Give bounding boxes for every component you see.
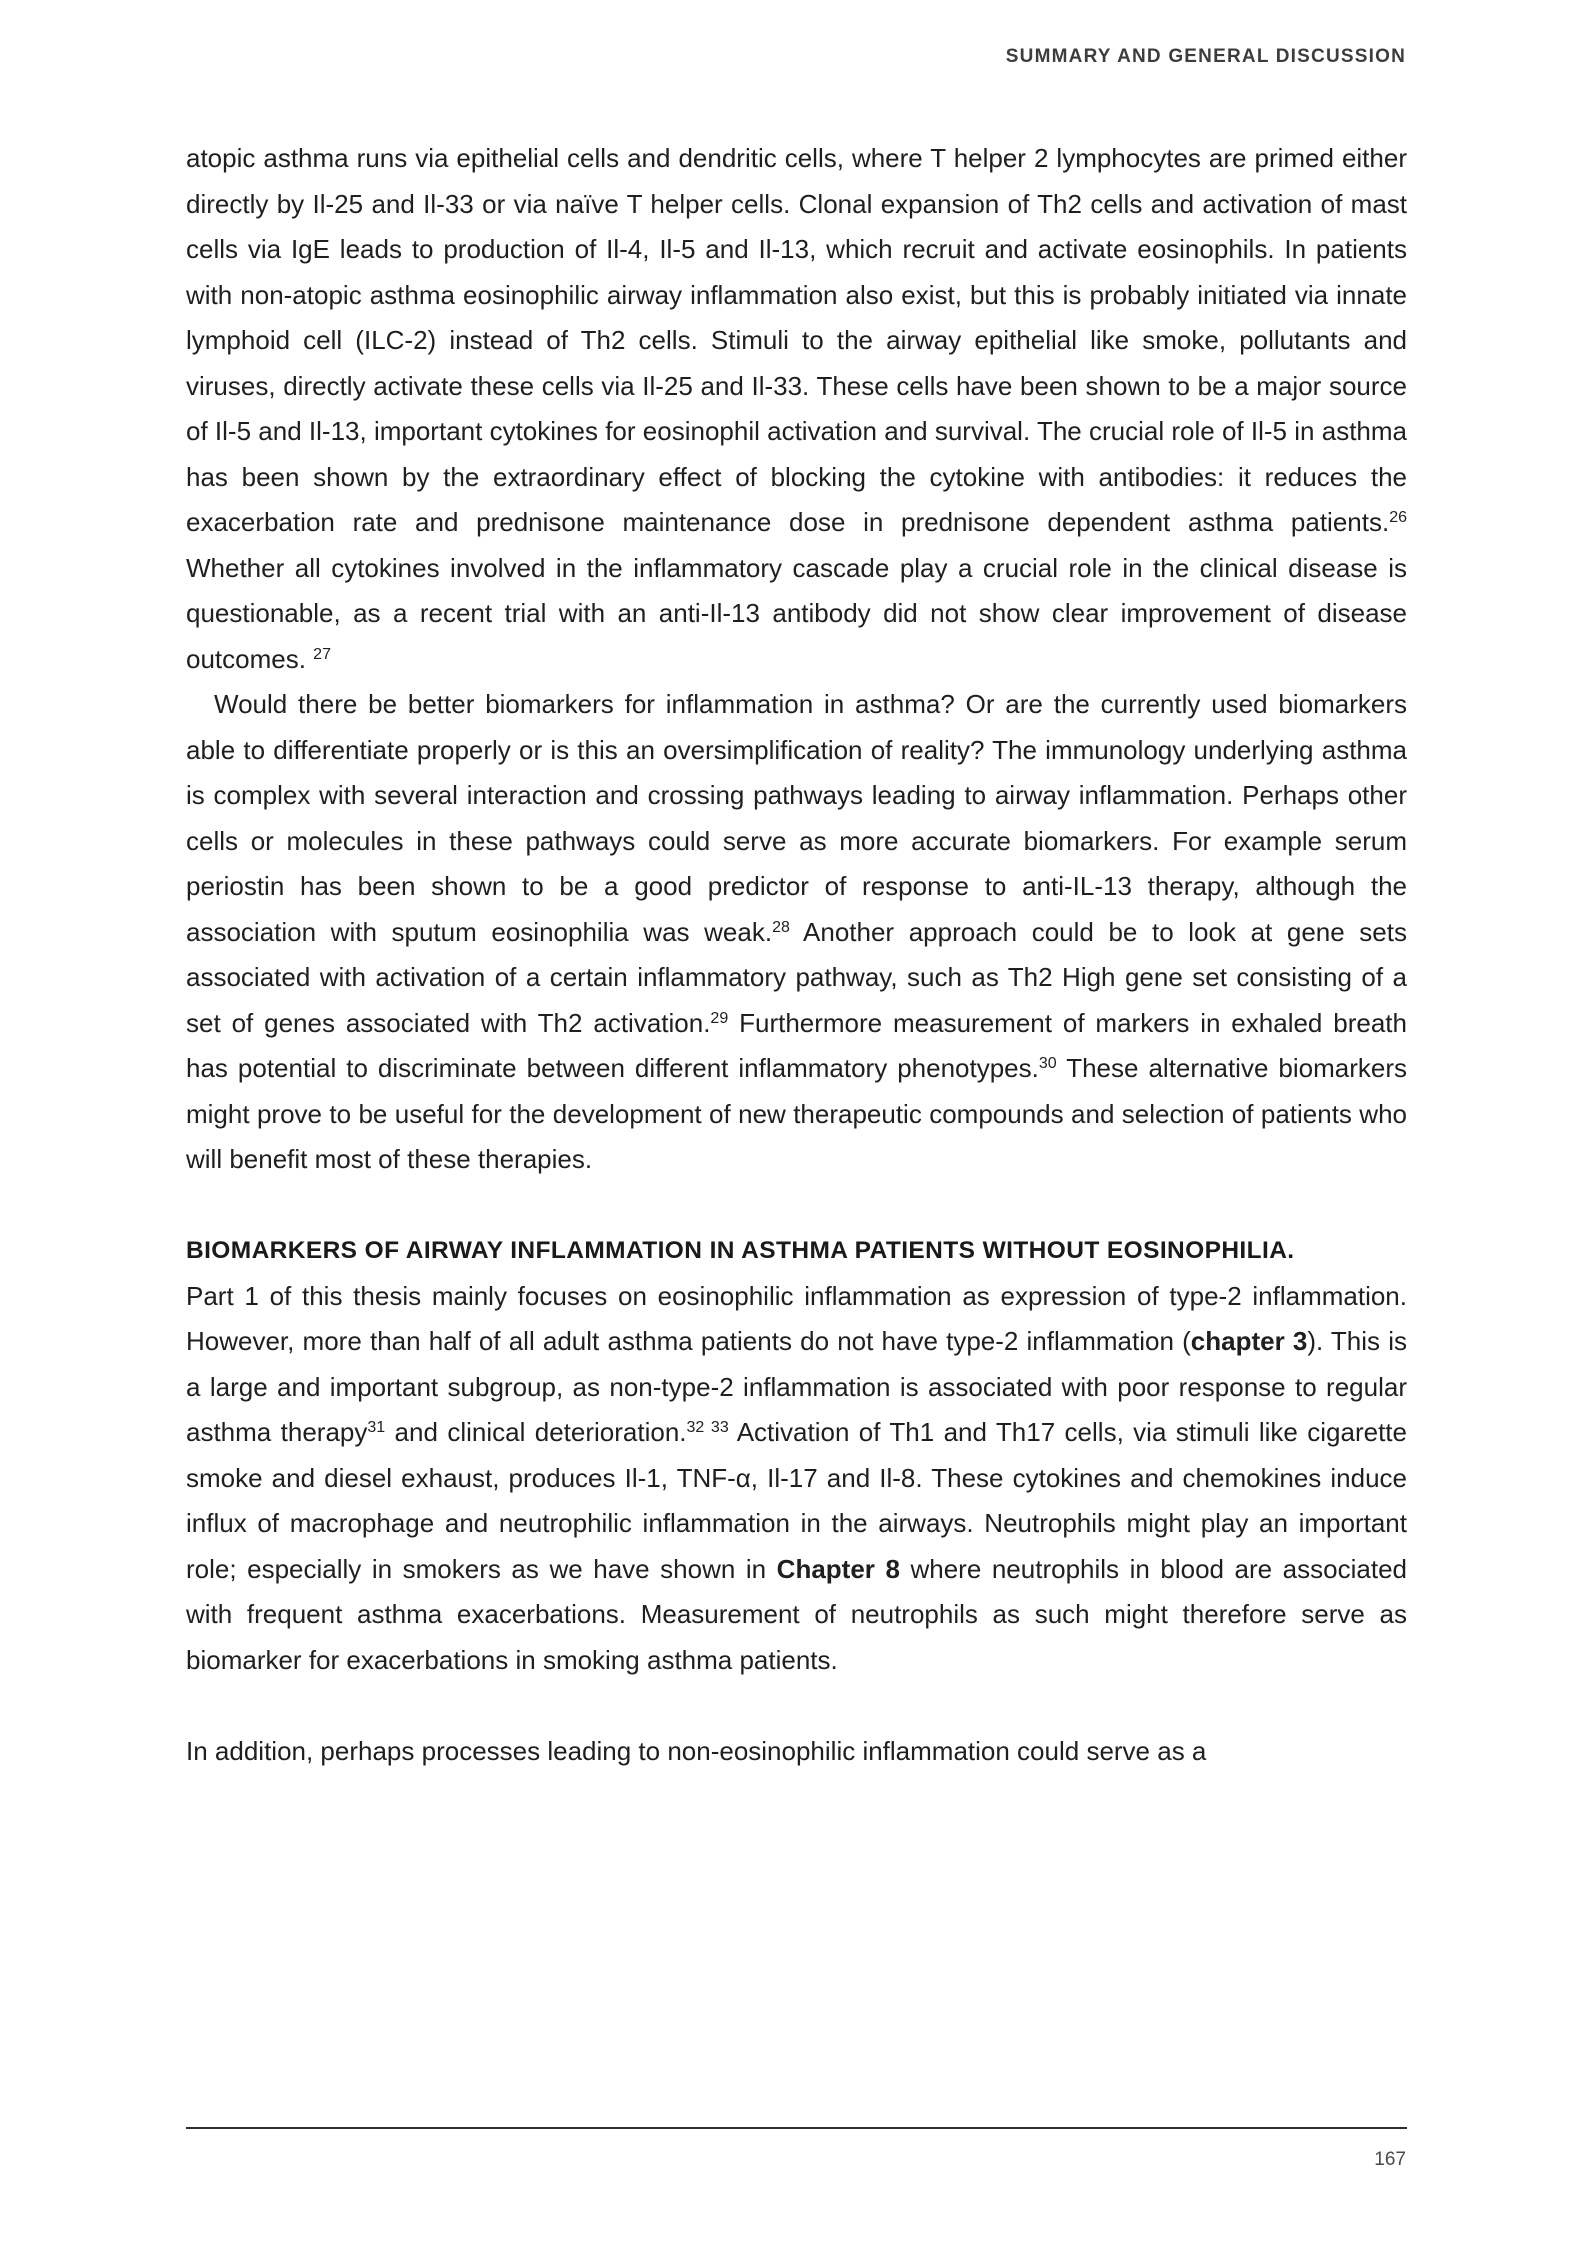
chapter-reference: Chapter 8: [776, 1553, 900, 1584]
paragraph: Part 1 of this thesis mainly focuses on eosinophilic inflammation as expression of type-2 inflammation. However, more than half of all adult asthma patients do not have type-2 inflammation (chapter 3). This is a large and important subgroup, as non-type-2 inflammation is associated with poor response to regular asthma therapy$^{31}$ and clinical deterioration.$^{32 33}$ Activation of Th1 and Th17 cells, via stimuli like cigarette smoke and diesel exhaust, produces Il-1, TNF-α, Il-17 and Il-8. These cytokines and chemokines induce influx of macrophage and neutrophilic inflammation in the airways. Neutrophils might play an important role; especially in smokers as we have shown in Chapter 8 where neutrophils in blood are associated with frequent asthma exacerbations. Measurement of neutrophils as such might therefore serve as biomarker for exacerbations in smoking asthma patients.: [186, 1280, 1407, 1675]
paragraph: Would there be better biomarkers for inflammation in asthma? Or are the currently used biomarkers able to differentiate properly or is this an oversimplification of reality? The immunology underlying asthma is complex with several interaction and crossing pathways leading to airway inflammation. Perhaps other cells or molecules in these pathways could serve as more accurate biomarkers. For example serum periostin has been shown to be a good predictor of response to anti-IL-13 therapy, although the association with sputum eosinophilia was weak.$^{28}$ Another approach could be to look at gene sets associated with activation of a certain inflammatory pathway, such as Th2 High gene set consisting of a set of genes associated with Th2 activation.$^{29}$ Furthermore measurement of markers in exhaled breath has potential to discriminate between different inflammatory phenotypes.$^{30}$ These alternative biomarkers might prove to be useful for the development of new therapeutic compounds and selection of patients who will benefit most of these therapies.: [186, 689, 1408, 1174]
reference-superscript: 29: [710, 1009, 729, 1027]
reference-superscript: 30: [1038, 1055, 1057, 1072]
section-heading: BIOMARKERS OF AIRWAY INFLAMMATION IN ASTHMA PATIENTS WITHOUT EOSINOPHILIA.: [186, 1237, 1295, 1264]
body-content: [186, 136, 1407, 1774]
page-number: 167: [1374, 2149, 1406, 2170]
reference-superscript: 27: [313, 645, 331, 663]
reference-superscript: 28: [772, 918, 790, 936]
reference-superscript: 32 33: [686, 1419, 729, 1436]
chapter-reference: chapter 3: [1190, 1326, 1308, 1356]
reference-superscript: 31: [367, 1419, 386, 1436]
paragraph: atopic asthma runs via epithelial cells and dendritic cells, where T helper 2 lymphocytes are primed either directly by Il-25 and Il-33 or via naïve T helper cells. Clonal expansion of Th2 cells and activation of mast cells via IgE leads to production of Il-4, Il-5 and Il-13, which recruit and activate eosinophils. In patients with non-atopic asthma eosinophilic airway inflammation also exist, but this is probably initiated via innate lymphoid cell (ILC-2) instead of Th2 cells. Stimuli to the airway epithelial like smoke, pollutants and viruses, directly activate these cells via Il-25 and Il-33. These cells have been shown to be a major source of Il-5 and Il-13, important cytokines for eosinophil activation and survival. The crucial role of Il-5 in asthma has been shown by the extraordinary effect of blocking the cytokine with antibodies: it reduces the exacerbation rate and prednisone maintenance dose in prednisone dependent asthma patients.$^{26}$ Whether all cytokines involved in the inflammatory cascade play a crucial role in the clinical disease is questionable, as a recent trial with an anti-Il-13 antibody did not show clear improvement of disease outcomes. $^{27}$: [186, 143, 1407, 674]
footer-rule: [186, 2127, 1407, 2129]
reference-superscript: 26: [1389, 509, 1407, 526]
paragraph: In addition, perhaps processes leading to non-eosinophilic inflammation could serve as a: [186, 1735, 1207, 1766]
running-header: SUMMARY AND GENERAL DISCUSSION: [1005, 46, 1406, 67]
